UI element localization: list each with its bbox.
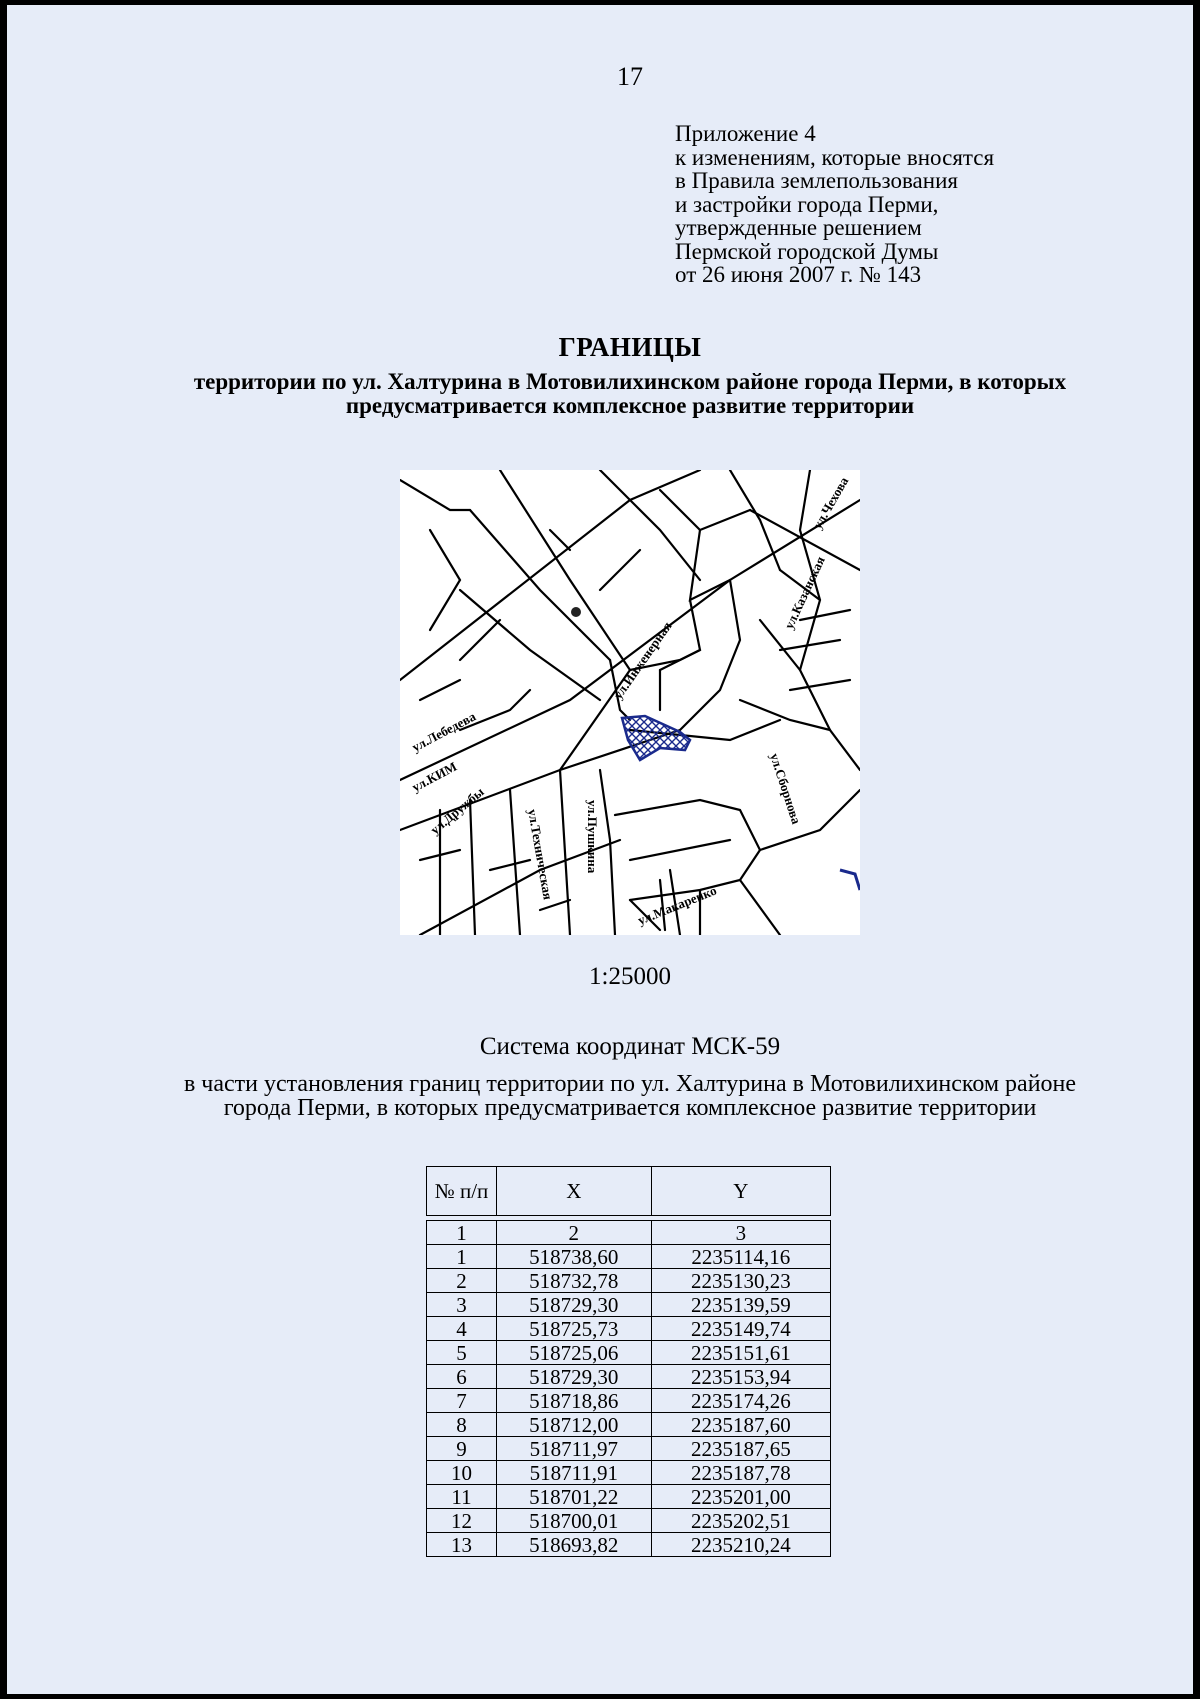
cell-num: 9 — [427, 1437, 497, 1461]
table-row — [427, 1269, 831, 1293]
cell-x: 518729,30 — [496, 1365, 651, 1389]
cell-x: 518701,22 — [496, 1485, 651, 1509]
map-landmark-dot — [571, 607, 581, 617]
table-row — [427, 1533, 831, 1557]
cell-num: 2 — [427, 1269, 497, 1293]
cell-num: 5 — [427, 1341, 497, 1365]
scan-edge-top — [0, 0, 1200, 5]
cell-num: 6 — [427, 1365, 497, 1389]
index-y: 3 — [651, 1221, 830, 1245]
cell-x: 518712,00 — [496, 1413, 651, 1437]
appendix-line: Приложение 4 — [675, 121, 816, 146]
cell-y: 2235201,00 — [651, 1485, 830, 1509]
cell-x: 518711,97 — [496, 1437, 651, 1461]
table-row — [427, 1437, 831, 1461]
header-y: Y — [651, 1167, 830, 1216]
cell-y: 2235202,51 — [651, 1509, 830, 1533]
cell-x: 518729,30 — [496, 1293, 651, 1317]
scan-edge-bottom — [0, 1694, 1200, 1699]
appendix-line: к изменениям, которые вносятся — [675, 144, 995, 170]
table-row — [427, 1461, 831, 1485]
table-index-row — [427, 1221, 831, 1245]
territory-boundary — [622, 716, 690, 760]
street-label: ул.Макаренко — [635, 882, 719, 928]
coordinate-description: в части установления границ территории по ул. Халтурина в Мотовилихинском районе города Перми, в которых предусматривается комплексное развитие территории — [183, 1071, 1077, 1121]
index-x: 2 — [496, 1221, 651, 1245]
cell-x: 518725,06 — [496, 1341, 651, 1365]
appendix-line: Пермской городской Думы — [675, 238, 939, 264]
cell-y: 2235187,65 — [651, 1437, 830, 1461]
cell-y: 2235174,26 — [651, 1389, 830, 1413]
header-x: X — [496, 1167, 651, 1216]
table-row — [427, 1413, 831, 1437]
street-label: ул.Сборнова — [767, 751, 805, 826]
cell-num: 12 — [427, 1509, 497, 1533]
cell-y: 2235210,24 — [651, 1533, 830, 1557]
cell-num: 3 — [427, 1293, 497, 1317]
table-row — [427, 1365, 831, 1389]
cell-y: 2235187,60 — [651, 1413, 830, 1437]
street-label: ул.Дружбы — [427, 784, 487, 838]
table-row — [427, 1509, 831, 1533]
cell-y: 2235114,16 — [651, 1245, 830, 1269]
cell-num: 1 — [427, 1245, 497, 1269]
cell-y: 2235151,61 — [651, 1341, 830, 1365]
street-label: ул.Техническая — [525, 807, 556, 901]
index-num: 1 — [427, 1221, 497, 1245]
map-roads — [400, 470, 860, 935]
appendix-header — [675, 122, 994, 287]
cell-x: 518700,01 — [496, 1509, 651, 1533]
cell-x: 518732,78 — [496, 1269, 651, 1293]
street-label: ул.Чехова — [809, 474, 852, 532]
table-body — [427, 1216, 831, 1557]
street-label: ул.Инженерная — [610, 618, 675, 702]
street-label: ул.КИМ — [409, 758, 460, 795]
page-number: 17 — [617, 62, 643, 91]
cell-x: 518693,82 — [496, 1533, 651, 1557]
coordinates-table — [426, 1166, 831, 1557]
cell-num: 11 — [427, 1485, 497, 1509]
appendix-line: утвержденные решением — [675, 215, 922, 240]
cell-num: 4 — [427, 1317, 497, 1341]
cell-x: 518718,86 — [496, 1389, 651, 1413]
header-num: № п/п — [427, 1167, 497, 1216]
location-map — [400, 470, 860, 935]
cell-y: 2235149,74 — [651, 1317, 830, 1341]
appendix-line: от 26 июня 2007 г. № 143 — [675, 262, 922, 287]
table-row — [427, 1245, 831, 1269]
appendix-line: в Правила землепользования — [675, 168, 958, 193]
cell-x: 518711,91 — [496, 1461, 651, 1485]
map-water-fragment — [840, 870, 860, 890]
scan-edge-right — [1193, 0, 1200, 1699]
cell-y: 2235130,23 — [651, 1269, 830, 1293]
cell-num: 13 — [427, 1533, 497, 1557]
cell-x: 518738,60 — [496, 1245, 651, 1269]
cell-num: 8 — [427, 1413, 497, 1437]
cell-y: 2235153,94 — [651, 1365, 830, 1389]
map-svg — [400, 470, 860, 935]
scan-edge-left — [0, 0, 7, 1699]
document-title: ГРАНИЦЫ — [558, 332, 702, 362]
table-row — [427, 1389, 831, 1413]
appendix-line: и застройки города Перми, — [675, 191, 939, 217]
cell-x: 518725,73 — [496, 1317, 651, 1341]
document-subtitle: территории по ул. Халтурина в Мотовилихинском районе города Перми, в которых предусматривается комплексное развитие территории — [193, 369, 1067, 418]
table-header-row — [427, 1167, 831, 1216]
street-label: ул.Лебедева — [409, 708, 479, 755]
table-row — [427, 1485, 831, 1509]
cell-y: 2235139,59 — [651, 1293, 830, 1317]
street-label: ул.Казанская — [781, 553, 828, 632]
table-row — [427, 1317, 831, 1341]
map-scale: 1:25000 — [589, 963, 671, 990]
cell-num: 10 — [427, 1461, 497, 1485]
cell-num: 7 — [427, 1389, 497, 1413]
table-row — [427, 1341, 831, 1365]
street-label: ул.Пушкина — [585, 800, 600, 874]
cell-y: 2235187,78 — [651, 1461, 830, 1485]
coordinate-system-title: Система координат МСК-59 — [479, 1033, 781, 1060]
table-row — [427, 1293, 831, 1317]
